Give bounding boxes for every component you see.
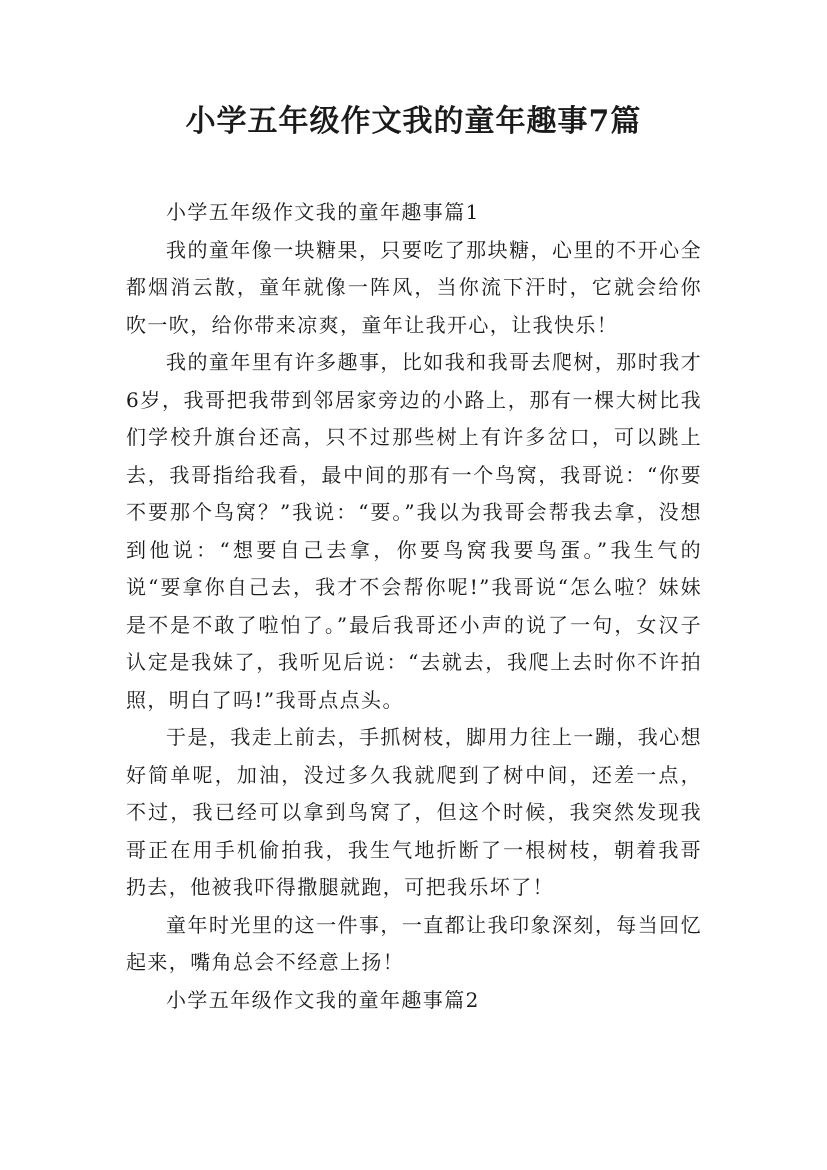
- body-paragraph: 我的童年里有许多趣事，比如我和我哥去爬树，那时我才6岁，我哥把我带到邻居家旁边的小路上，那有一棵大树比我们学校升旗台还高，只不过那些树上有许多岔口，可以跳上去，我哥指给我看，最中间的那有一个鸟窝，我哥说：“你要不要那个鸟窝？”我说：“要。”我以为我哥会帮我去拿，没想到他说：“想要自己去拿，你要鸟窝我要鸟蛋。”我生气的说“要拿你自己去，我才不会帮你呢!”我哥说“怎么啦？妹妹是不是不敢了啦怕了。”最后我哥还小声的说了一句，女汉子认定是我妹了，我听见后说：“去就去，我爬上去时你不许拍照，明白了吗!”我哥点点头。: [126, 350, 702, 712]
- document-body: [126, 194, 702, 1019]
- document-title: 小学五年级作文我的童年趣事7篇: [185, 104, 642, 139]
- body-paragraph: 童年时光里的这一件事，一直都让我印象深刻，每当回忆起来，嘴角总会不经意上扬！: [126, 912, 702, 974]
- section-heading: 小学五年级作文我的童年趣事篇2: [166, 987, 480, 1012]
- section-heading: 小学五年级作文我的童年趣事篇1: [166, 200, 480, 224]
- body-paragraph: 于是，我走上前去，手抓树枝，脚用力往上一蹦，我心想好简单呢，加油，没过多久我就爬到了树中间，还差一点，不过，我已经可以拿到鸟窝了，但这个时候，我突然发现我哥正在用手机偷拍我，我生气地折断了一根树枝，朝着我哥扔去，他被我吓得撒腿就跑，可把我乐坏了！: [126, 725, 702, 899]
- body-paragraph: 我的童年像一块糖果，只要吃了那块糖，心里的不开心全都烟消云散，童年就像一阵风，当你流下汗时，它就会给你吹一吹，给你带来凉爽，童年让我开心，让我快乐！: [126, 237, 702, 337]
